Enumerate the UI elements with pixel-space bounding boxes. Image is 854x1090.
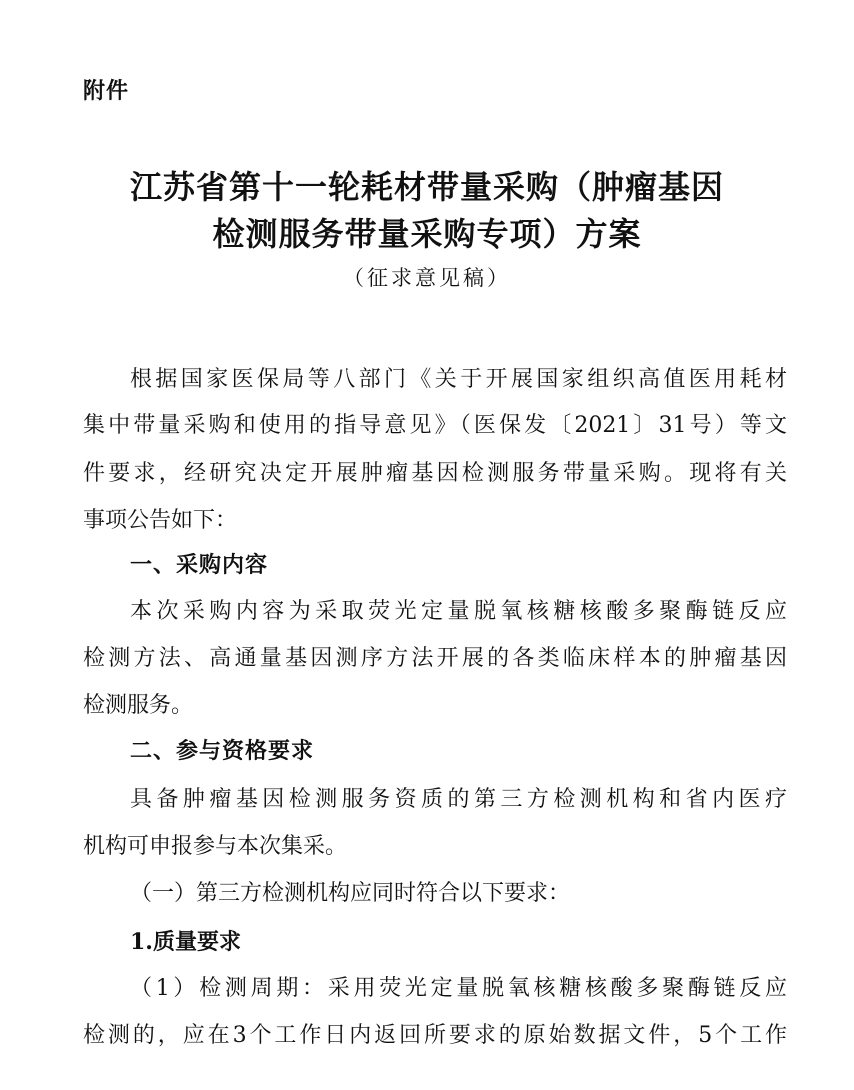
intro-line-1: 根据国家医保局等八部门《关于开展国家组织高值医用耗材	[130, 367, 787, 392]
document-title-line-1: 江苏省第十一轮耗材带量采购（肿瘤基因	[129, 168, 724, 206]
section-2-heading: 二、参与资格要求	[130, 739, 315, 764]
document-subtitle: （征求意见稿）	[343, 266, 511, 290]
section-2-subsection-1: （一）第三方检测机构应同时符合以下要求：	[130, 881, 571, 906]
item-1-line-1: （1）检测周期：采用荧光定量脱氧核糖核酸多聚酶链反应	[130, 976, 787, 1001]
section-1-line-3: 检测服务。	[83, 693, 194, 718]
intro-line-4: 事项公告如下：	[83, 508, 238, 533]
item-1-line-2: 检测的，应在3个工作日内返回所要求的原始数据文件，5个工作	[83, 1023, 787, 1048]
document-title-line-2: 检测服务带量采购专项）方案	[212, 215, 642, 253]
attachment-label: 附件	[83, 79, 130, 104]
section-1-line-2: 检测方法、高通量基因测序方法开展的各类临床样本的肿瘤基因	[83, 646, 787, 671]
section-2-line-1: 具备肿瘤基因检测服务资质的第三方检测机构和省内医疗	[130, 787, 787, 812]
section-1-line-1: 本次采购内容为采取荧光定量脱氧核糖核酸多聚酶链反应	[130, 599, 787, 624]
section-1-heading: 一、采购内容	[130, 553, 269, 578]
item-1-heading: 1.质量要求	[130, 929, 241, 955]
intro-line-2: 集中带量采购和使用的指导意见》（医保发〔2021〕31号）等文	[83, 413, 787, 438]
intro-line-3: 件要求，经研究决定开展肿瘤基因检测服务带量采购。现将有关	[83, 461, 787, 486]
section-2-line-2: 机构可申报参与本次集采。	[83, 834, 348, 859]
